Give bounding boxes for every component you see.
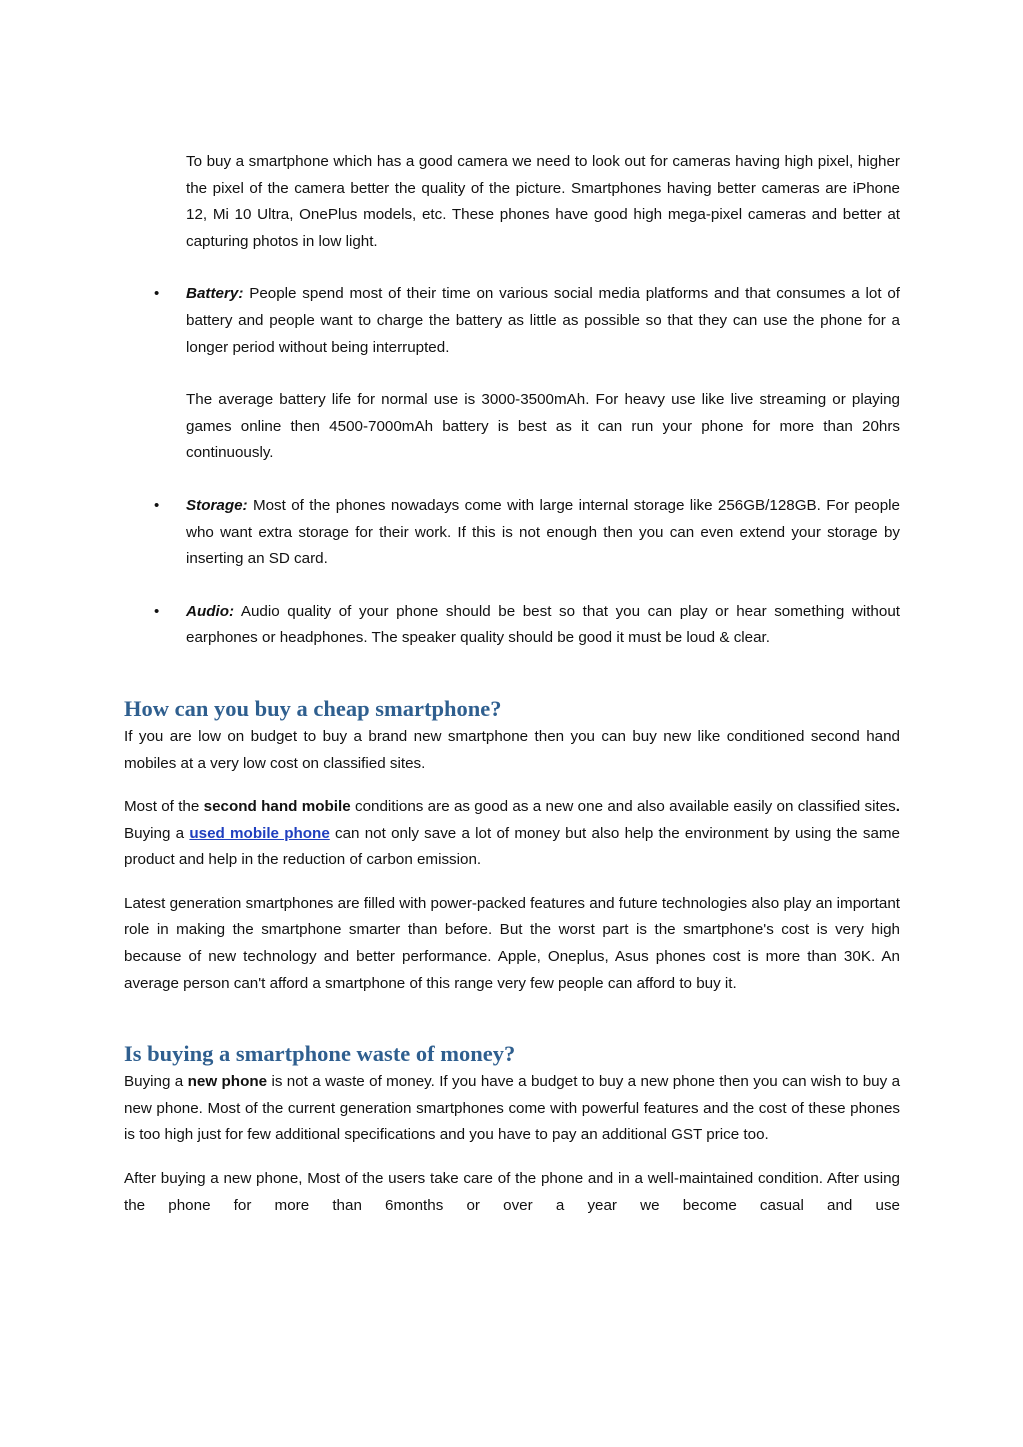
waste-paragraph-2: After buying a new phone, Most of the users take care of the phone and in a well-maintained condition. After using the phone for more than 6months or over a year we become casual and use [124,1170,900,1214]
waste-paragraph-1 [124,1069,900,1149]
document-body [124,149,900,1219]
bold-period: . [895,798,900,816]
bullet-dot-icon: • [154,602,160,620]
bullet-battery [124,281,900,361]
battery-paragraph [186,281,900,361]
heading-cheap-smartphone: How can you buy a cheap smartphone? [124,695,502,721]
audio-label: Audio: [186,602,235,620]
audio-paragraph [186,599,900,652]
battery-label: Battery: [186,285,244,303]
storage-paragraph [186,493,900,573]
text-run: is not a waste of money. If you have a budget to buy a new phone then you can wish to buy a new phone. Most of the current generation smartphones come with powerful features and the cost of these phones is too high just for few additional specifications and you have to pay an additional GST price too. [124,1073,901,1144]
battery-life-paragraph: The average battery life for normal use is 3000-3500mAh. For heavy use like live streaming or playing games online then 4500-7000mAh battery is best as it can run your phone for more than 20hrs continuously. [186,391,900,462]
text-run: Most of the [124,798,204,816]
bullet-dot-icon: • [154,496,160,514]
bullet-audio [124,599,900,652]
storage-text: Most of the phones nowadays come with large internal storage like 256GB/128GB. For people who want extra storage for their work. If this is not enough then you can even extend your storage by inserting an SD card. [186,496,900,568]
bold-second-hand-mobile: second hand mobile [203,798,351,816]
heading-waste-of-money: Is buying a smartphone waste of money? [124,1041,516,1067]
text-run: conditions are as good as a new one and also available easily on classified sites [350,798,896,816]
used-mobile-phone-link[interactable]: used mobile phone [189,824,330,842]
bold-new-phone: new phone [187,1073,268,1091]
storage-label: Storage: [186,496,248,514]
text-run: Buying a [124,824,190,842]
battery-text: People spend most of their time on various social media platforms and that consumes a lot of battery and people want to charge the battery as little as possible so that they can use the phone for a longer period without being interrupted. [186,285,900,356]
audio-text: Audio quality of your phone should be best so that you can play or hear something without earphones or headphones. The speaker quality should be good it must be loud & clear. [186,602,900,647]
text-run: Buying a [124,1073,188,1091]
cheap-paragraph-1: If you are low on budget to buy a brand new smartphone then you can buy new like conditioned second hand mobiles at a very low cost on classified sites. [124,727,900,772]
camera-paragraph: To buy a smartphone which has a good camera we need to look out for cameras having high pixel, higher the pixel of the camera better the quality of the picture. Smartphones having better cameras are iPhone 12, Mi 10 Ultra, OnePlus models, etc. These phones have good high mega-pixel cameras and better at capturing photos in low light. [186,153,900,250]
bullet-storage [124,493,900,573]
bullet-dot-icon: • [154,285,160,303]
text-run: can not only save a lot of money but also help the environment by using the same product and help in the reduction of carbon emission. [124,824,900,869]
cheap-paragraph-3: Latest generation smartphones are filled with power-packed features and future technologies also play an important role in making the smartphone smarter than before. But the worst part is the smartphone's cost is very high because of new technology and better performance. Apple, Oneplus, Asus phones cost is more than 30K. An average person can't afford a smartphone of this range very few people can afford to buy it. [124,894,900,992]
cheap-paragraph-2 [124,794,900,874]
